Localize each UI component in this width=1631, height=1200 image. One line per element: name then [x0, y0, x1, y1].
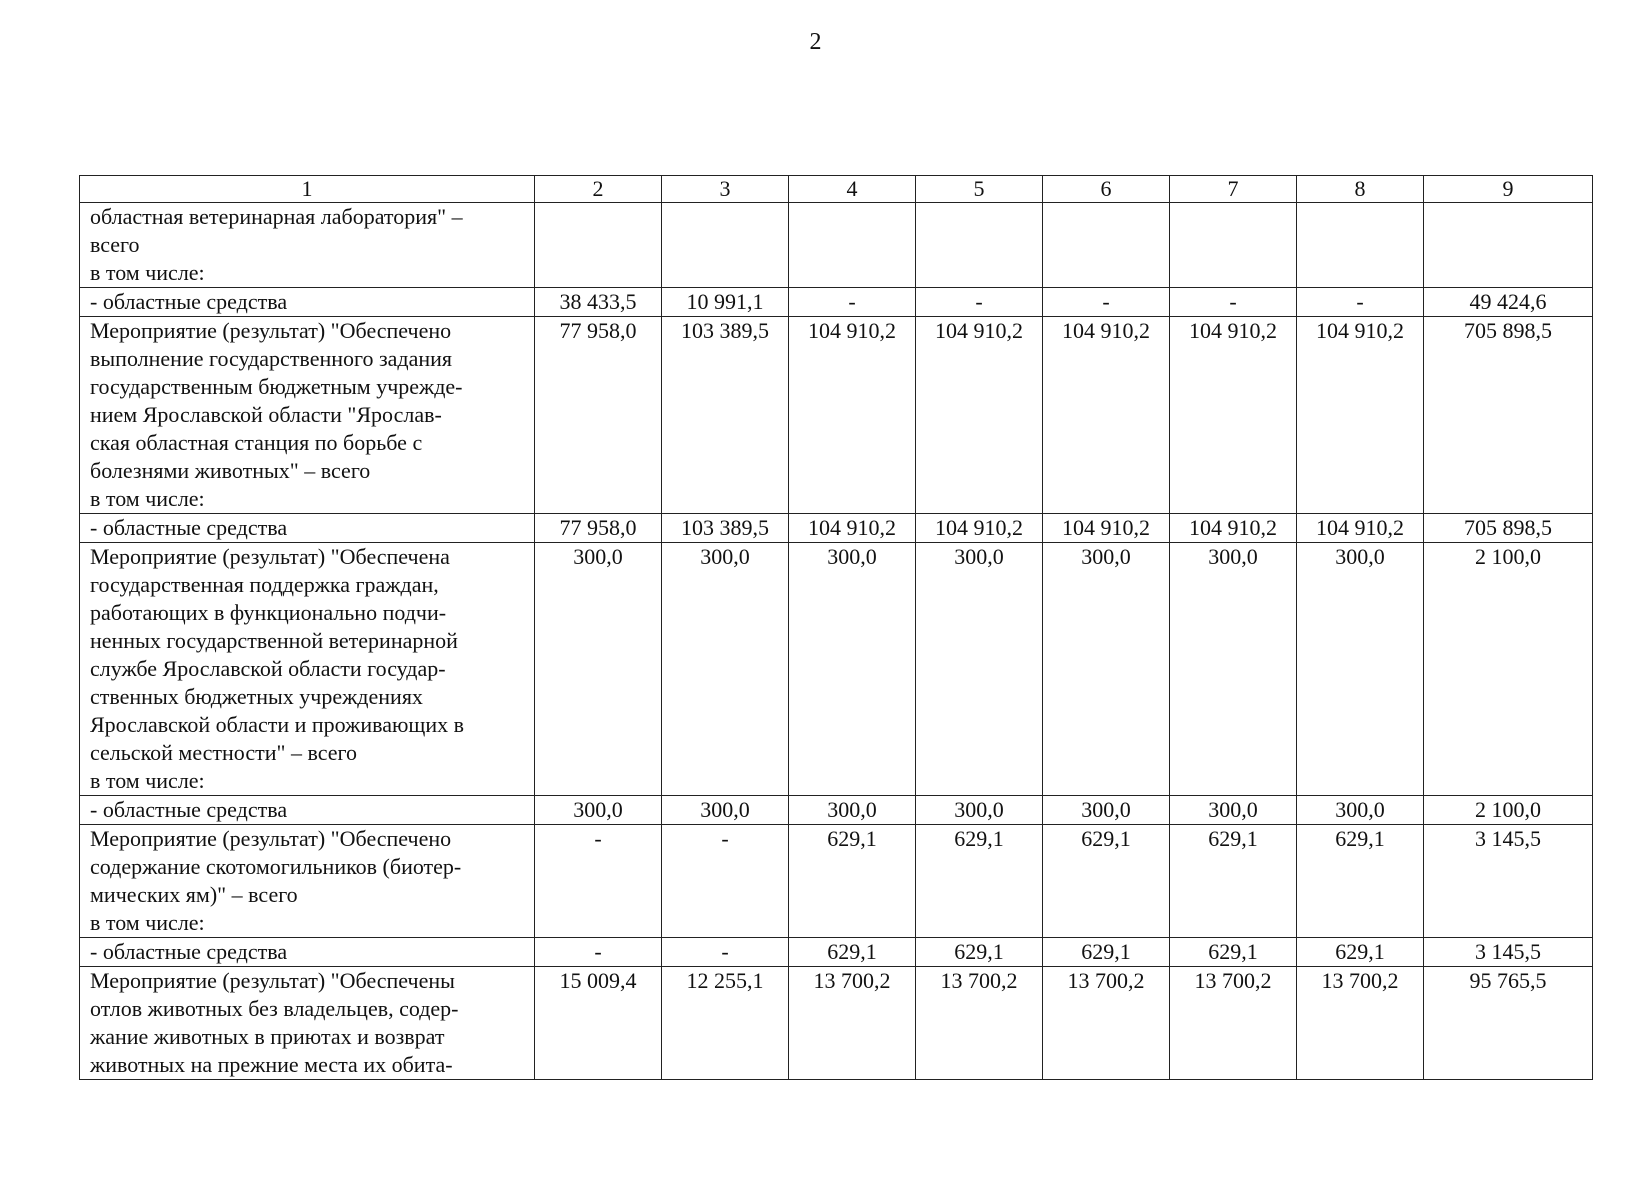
- table-cell: 38 433,5: [535, 288, 662, 317]
- table-cell: 629,1: [1297, 938, 1424, 967]
- table-cell: 15 009,4: [535, 967, 662, 1080]
- table-cell: 49 424,6: [1424, 288, 1593, 317]
- table-cell: 12 255,1: [662, 967, 789, 1080]
- table-cell: 300,0: [662, 796, 789, 825]
- table-cell: [789, 203, 916, 288]
- column-header: 8: [1297, 176, 1424, 203]
- table-row: [80, 514, 1593, 543]
- column-header: 7: [1170, 176, 1297, 203]
- column-header: 9: [1424, 176, 1593, 203]
- row-label: - областные средства: [80, 796, 535, 825]
- table-cell: 3 145,5: [1424, 938, 1593, 967]
- table-row: [80, 203, 1593, 288]
- table-cell: 629,1: [1043, 825, 1170, 938]
- row-label: областная ветеринарная лаборатория" – всего в том числе:: [80, 203, 535, 288]
- table-cell: -: [535, 825, 662, 938]
- table-cell: 300,0: [1170, 796, 1297, 825]
- table-cell: 2 100,0: [1424, 796, 1593, 825]
- table-cell: -: [789, 288, 916, 317]
- table-cell: 104 910,2: [789, 317, 916, 514]
- table-row: [80, 967, 1593, 1080]
- table-cell: 300,0: [789, 796, 916, 825]
- table-cell: 104 910,2: [1043, 514, 1170, 543]
- table-cell: -: [1297, 288, 1424, 317]
- table-cell: 705 898,5: [1424, 317, 1593, 514]
- table-cell: 629,1: [1170, 825, 1297, 938]
- table-cell: [1297, 203, 1424, 288]
- table-header-row: [80, 176, 1593, 203]
- page-number: 2: [809, 29, 822, 55]
- row-label: - областные средства: [80, 514, 535, 543]
- table-cell: 629,1: [789, 938, 916, 967]
- table-cell: 104 910,2: [1043, 317, 1170, 514]
- table-cell: 629,1: [916, 938, 1043, 967]
- table-cell: 629,1: [1170, 938, 1297, 967]
- column-header: 4: [789, 176, 916, 203]
- table-cell: -: [1043, 288, 1170, 317]
- column-header: 2: [535, 176, 662, 203]
- table-cell: -: [662, 825, 789, 938]
- table-cell: [535, 203, 662, 288]
- table-cell: 300,0: [1170, 543, 1297, 796]
- table-cell: 13 700,2: [789, 967, 916, 1080]
- table-cell: 77 958,0: [535, 317, 662, 514]
- table-row: [80, 938, 1593, 967]
- table-cell: 104 910,2: [916, 514, 1043, 543]
- table-cell: 629,1: [1043, 938, 1170, 967]
- table-cell: 300,0: [535, 796, 662, 825]
- table-row: [80, 796, 1593, 825]
- table-cell: 629,1: [789, 825, 916, 938]
- table-cell: 13 700,2: [1043, 967, 1170, 1080]
- table-cell: 95 765,5: [1424, 967, 1593, 1080]
- column-header: 3: [662, 176, 789, 203]
- table-cell: 300,0: [1297, 543, 1424, 796]
- table-cell: 629,1: [916, 825, 1043, 938]
- table-row: [80, 288, 1593, 317]
- table-cell: 77 958,0: [535, 514, 662, 543]
- row-label: - областные средства: [80, 938, 535, 967]
- table-cell: 13 700,2: [1170, 967, 1297, 1080]
- table-cell: 300,0: [535, 543, 662, 796]
- table-cell: 3 145,5: [1424, 825, 1593, 938]
- row-label: - областные средства: [80, 288, 535, 317]
- row-label: Мероприятие (результат) "Обеспечена государственная поддержка граждан, работающих в функционально подчи- ненных государственной ветеринарной службе Ярославской области государ- ственных бюджетных учреждениях Ярославской области и проживающих в сельской местности" – всего в том числе:: [80, 543, 535, 796]
- table-cell: 10 991,1: [662, 288, 789, 317]
- table-cell: 300,0: [1043, 543, 1170, 796]
- table-cell: 104 910,2: [789, 514, 916, 543]
- table-row: [80, 543, 1593, 796]
- table-cell: 104 910,2: [1170, 317, 1297, 514]
- table-row: [80, 317, 1593, 514]
- table-cell: [1043, 203, 1170, 288]
- table-cell: 300,0: [916, 796, 1043, 825]
- column-header: 1: [80, 176, 535, 203]
- table-cell: 705 898,5: [1424, 514, 1593, 543]
- row-label: Мероприятие (результат) "Обеспечены отлов животных без владельцев, содер- жание животных в приютах и возврат животных на прежние места их обита-: [80, 967, 535, 1080]
- table-cell: 300,0: [916, 543, 1043, 796]
- table-cell: 300,0: [789, 543, 916, 796]
- row-label: Мероприятие (результат) "Обеспечено выполнение государственного задания государственным бюджетным учрежде- нием Ярославской области "Ярослав- ская областная станция по борьбе с болезнями животных" – всего в том числе:: [80, 317, 535, 514]
- table-cell: 629,1: [1297, 825, 1424, 938]
- table-cell: 13 700,2: [1297, 967, 1424, 1080]
- table-cell: [1170, 203, 1297, 288]
- table-cell: 300,0: [1043, 796, 1170, 825]
- table-row: [80, 825, 1593, 938]
- table-cell: 103 389,5: [662, 317, 789, 514]
- table-cell: -: [1170, 288, 1297, 317]
- table-cell: -: [662, 938, 789, 967]
- table-cell: 103 389,5: [662, 514, 789, 543]
- budget-table: [79, 175, 1593, 1080]
- table-cell: 13 700,2: [916, 967, 1043, 1080]
- column-header: 5: [916, 176, 1043, 203]
- table-cell: 104 910,2: [1297, 514, 1424, 543]
- table-cell: 300,0: [1297, 796, 1424, 825]
- row-label: Мероприятие (результат) "Обеспечено содержание скотомогильников (биотер- мических ям)" – всего в том числе:: [80, 825, 535, 938]
- table-cell: 104 910,2: [916, 317, 1043, 514]
- table-cell: 2 100,0: [1424, 543, 1593, 796]
- table-cell: -: [535, 938, 662, 967]
- table-cell: -: [916, 288, 1043, 317]
- column-header: 6: [1043, 176, 1170, 203]
- table-cell: 300,0: [662, 543, 789, 796]
- table-cell: [1424, 203, 1593, 288]
- table-cell: 104 910,2: [1170, 514, 1297, 543]
- table-cell: [662, 203, 789, 288]
- table-cell: 104 910,2: [1297, 317, 1424, 514]
- table-cell: [916, 203, 1043, 288]
